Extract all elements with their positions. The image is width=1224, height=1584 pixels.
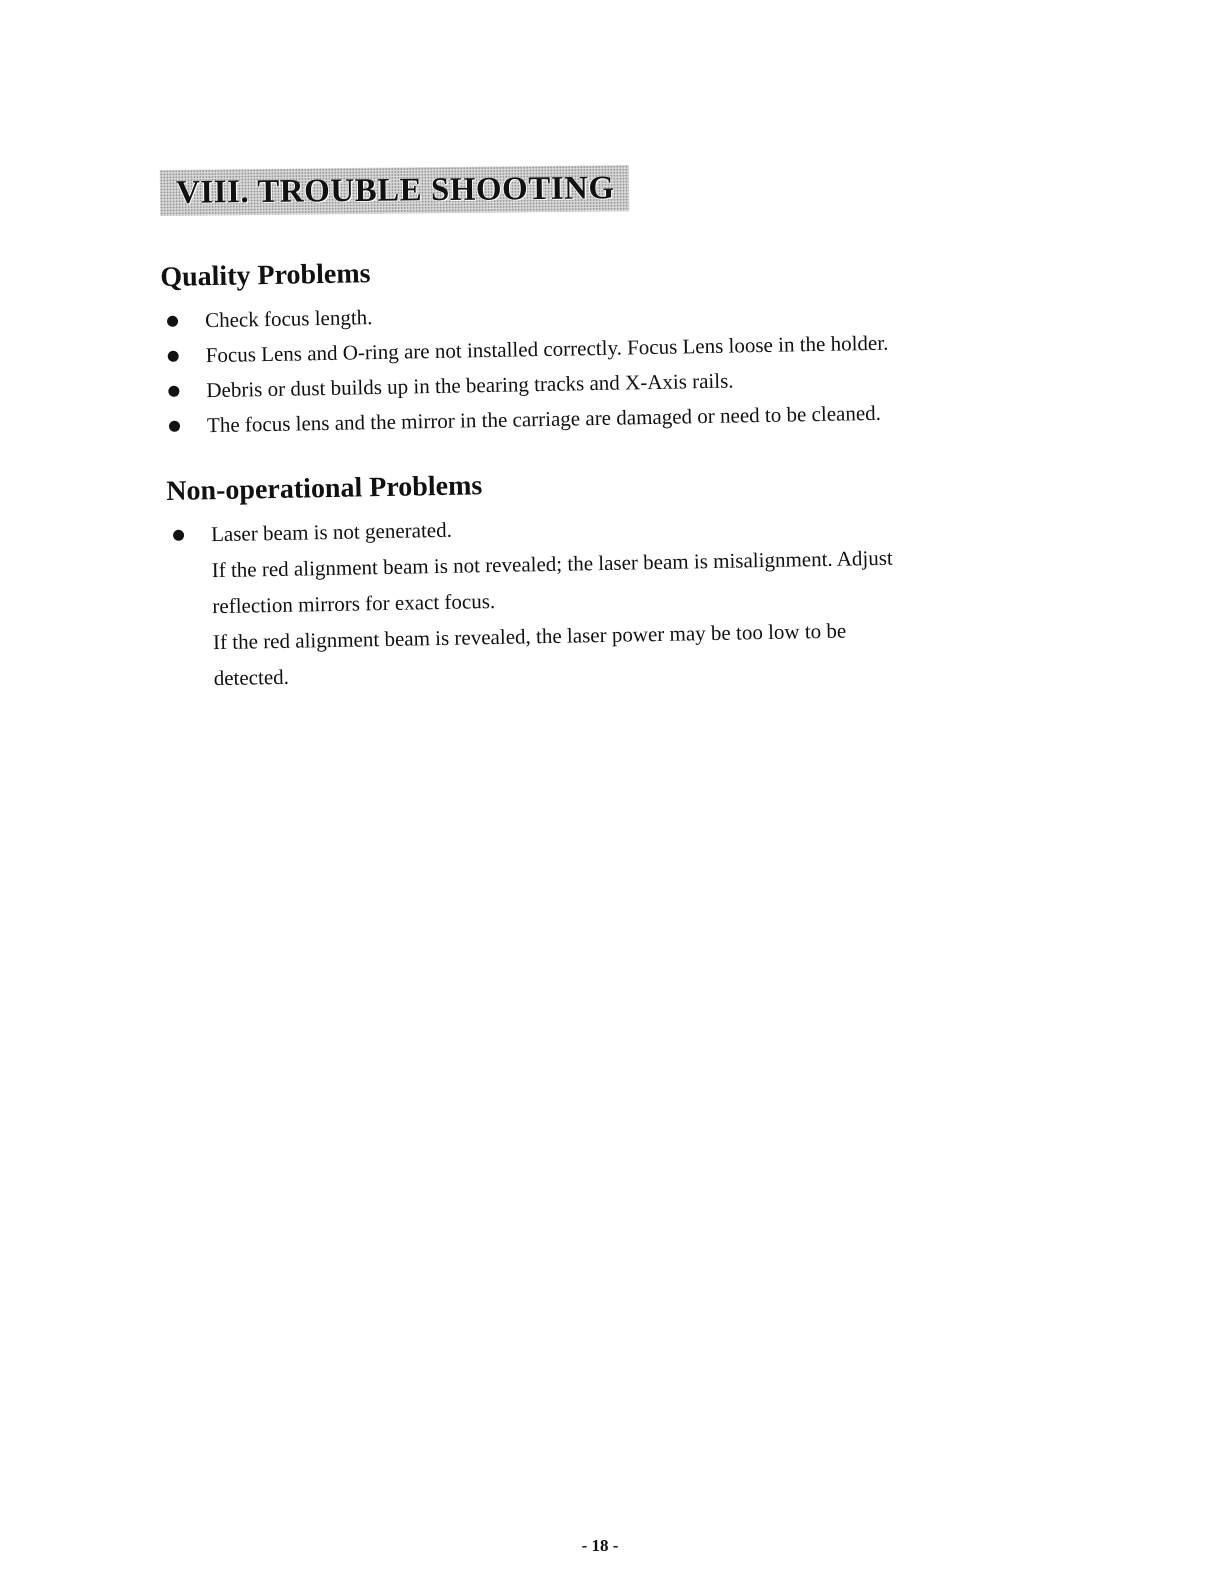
bullet-icon (168, 351, 179, 362)
quality-problems-section (160, 247, 1003, 444)
bullet-icon (173, 530, 184, 541)
quality-problems-list (161, 289, 1003, 444)
detail-line: detected. (213, 664, 290, 691)
bullet-icon (167, 316, 178, 327)
troubleshooting-detail (167, 538, 1009, 697)
list-item-text: Debris or dust builds up in the bearing tracks and X-Axis rails. (206, 368, 734, 403)
page-number: - 18 - (581, 1536, 619, 1555)
list-item-text: Laser beam is not generated. (210, 517, 453, 547)
detail-line: If the red alignment beam is revealed, the laser power may be too low to be (212, 618, 847, 655)
non-operational-problems-section (166, 461, 1010, 697)
bullet-icon (169, 421, 180, 432)
chapter-banner (160, 165, 629, 216)
list-item-text: Focus Lens and O-ring are not installed correctly. Focus Lens loose in the holder. (205, 330, 889, 368)
list-item-text: The focus lens and the mirror in the carriage are damaged or need to be cleaned. (206, 400, 882, 438)
chapter-title: VIII. TROUBLE SHOOTING (175, 169, 615, 211)
section-heading-non-operational: Non-operational Problems (166, 470, 483, 507)
detail-line: reflection mirrors for exact focus. (212, 588, 496, 619)
list-item-text: Check focus length. (204, 305, 373, 333)
bullet-icon (168, 386, 179, 397)
section-heading-quality: Quality Problems (160, 258, 371, 293)
detail-line: If the red alignment beam is not revealed; the laser beam is misalignment. Adjust (211, 545, 893, 583)
